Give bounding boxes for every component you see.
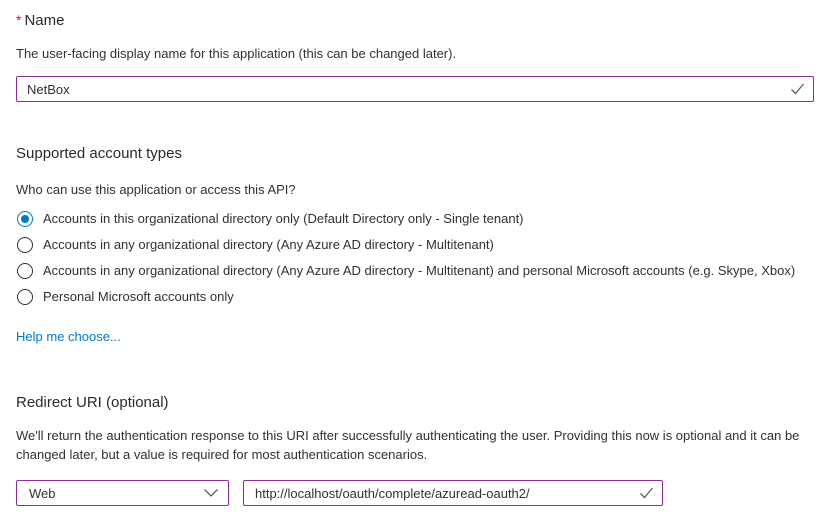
account-types-question: Who can use this application or access this API? (16, 182, 296, 197)
radio-button-icon[interactable] (17, 289, 33, 305)
name-input[interactable] (17, 82, 813, 97)
platform-select-value: Web (29, 485, 56, 501)
checkmark-icon (639, 487, 654, 500)
name-label-text: Name (24, 12, 65, 29)
radio-button-icon[interactable] (17, 211, 33, 227)
redirect-uri-description: We'll return the authentication response to this URI after successfully authenticating the user. Providing this now is optional and it can be changed later, but a value is required for most authentication scenarios. (16, 428, 800, 462)
redirect-uri-controls (16, 480, 814, 506)
redirect-uri-input-container (243, 480, 663, 506)
account-type-options (16, 206, 814, 310)
radio-button-icon[interactable] (17, 263, 33, 279)
name-field-label (16, 11, 814, 30)
account-type-option[interactable] (16, 206, 814, 232)
redirect-uri-heading: Redirect URI (optional) (16, 394, 169, 411)
checkmark-icon (790, 83, 805, 96)
radio-button-icon[interactable] (17, 237, 33, 253)
account-type-option-label: Personal Microsoft accounts only (43, 289, 234, 304)
account-type-option-label: Accounts in any organizational directory (Any Azure AD directory - Multitenant) and personal Microsoft accounts (e.g. Skype, Xbox) (43, 263, 796, 278)
name-field-hint: The user-facing display name for this application (this can be changed later). (16, 46, 457, 61)
account-type-option[interactable] (16, 258, 814, 284)
chevron-down-icon (203, 488, 219, 498)
account-type-option[interactable] (16, 284, 814, 310)
platform-select[interactable] (16, 480, 229, 506)
name-input-container (16, 76, 814, 102)
supported-account-types-heading: Supported account types (16, 145, 182, 162)
required-marker: * (16, 12, 22, 28)
account-type-option[interactable] (16, 232, 814, 258)
redirect-uri-input[interactable] (244, 486, 662, 501)
account-type-option-label: Accounts in this organizational directory only (Default Directory only - Single tenant) (43, 211, 524, 226)
help-me-choose-link[interactable]: Help me choose... (16, 329, 121, 344)
account-type-option-label: Accounts in any organizational directory (Any Azure AD directory - Multitenant) (43, 237, 494, 252)
